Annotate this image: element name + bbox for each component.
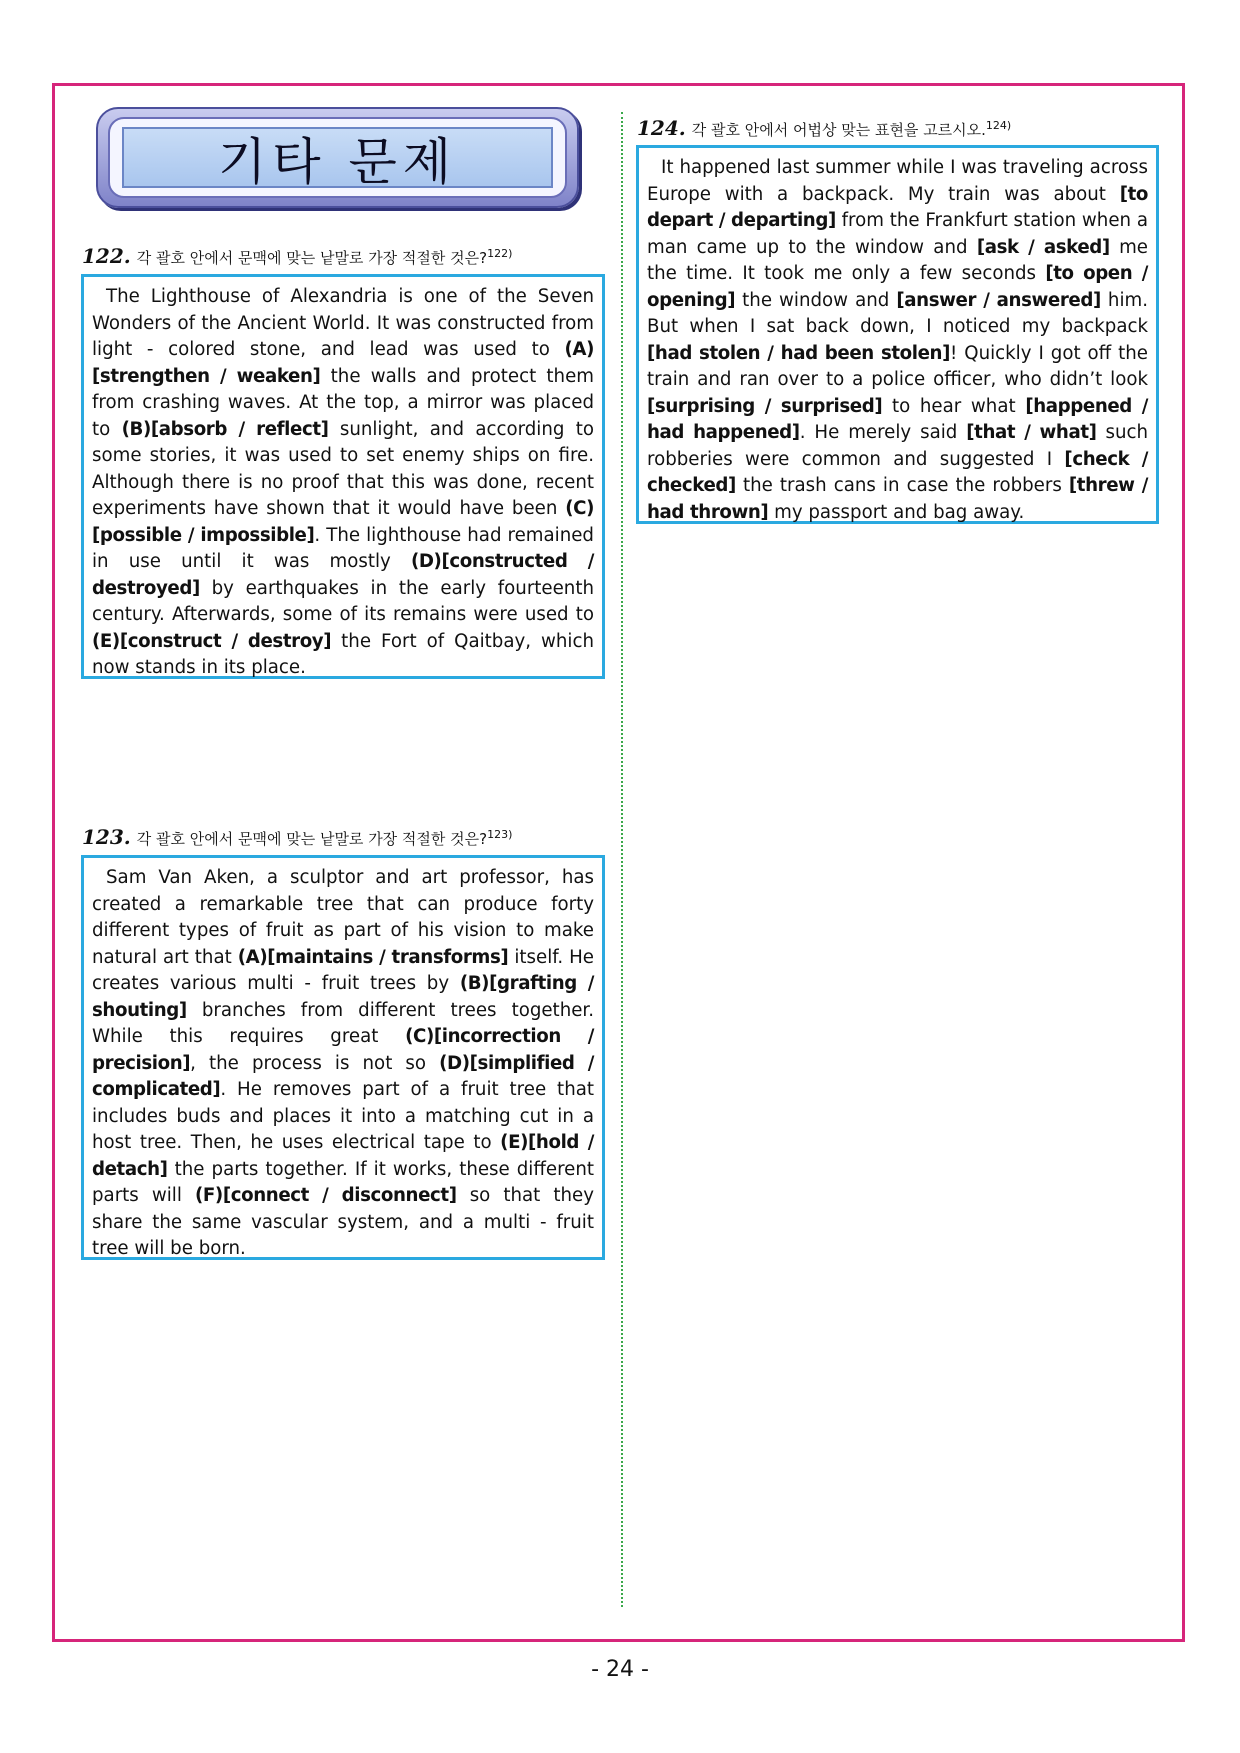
passage-segment: It happened last summer while I was traveling across Europe with a backpack. My train was about xyxy=(647,157,1148,205)
answer-choice: (D)[constructed / destroyed] xyxy=(92,551,595,599)
footnote-ref: 124) xyxy=(985,119,1012,132)
passage-text xyxy=(92,865,594,1263)
question-instruction: 각 괄호 안에서 어법상 맞는 표현을 고르시오. xyxy=(691,121,986,139)
answer-choice: (A)[strengthen / weaken] xyxy=(92,339,594,387)
answer-choice: (B)[absorb / reflect] xyxy=(121,418,329,440)
question-122-heading xyxy=(82,244,512,268)
question-124-heading xyxy=(637,116,1011,140)
section-title: 기타 문제 xyxy=(217,132,458,191)
passage-segment: sunlight, and according to some stories, it was used to set enemy ships on fire. Although there is no proof that this was done, recent experiments have shown that it would have been xyxy=(92,418,594,519)
section-title-banner xyxy=(96,107,579,208)
question-124-passage xyxy=(636,145,1159,524)
answer-choice: [surprising / surprised] xyxy=(647,395,883,417)
footnote-ref: 123) xyxy=(487,828,513,841)
passage-segment: so that they share the same vascular system, and a multi - fruit tree will be born. xyxy=(92,1185,594,1259)
passage-segment: branches from different trees together. While this requires great xyxy=(92,999,594,1047)
passage-segment: . He merely said xyxy=(799,422,967,443)
answer-choice: [threw / had thrown] xyxy=(647,475,1148,523)
passage-segment: the walls and protect them from crashing waves. At the top, a mirror was placed to xyxy=(92,365,594,440)
question-122-passage xyxy=(81,274,605,679)
passage-text xyxy=(92,284,594,682)
footnote-ref: 122) xyxy=(487,247,513,260)
column-divider xyxy=(621,112,623,1607)
answer-choice: (C)[possible / impossible] xyxy=(92,498,594,546)
question-number: 123. xyxy=(82,825,131,849)
passage-segment: the Fort of Qaitbay, which now stands in its place. xyxy=(92,630,594,678)
question-123-heading xyxy=(82,825,512,849)
passage-segment: . The lighthouse had remained in use until it was mostly xyxy=(92,524,594,572)
passage-segment: from the Frankfurt station when a man came up to the window and xyxy=(647,210,1148,258)
answer-choice: [answer / answered] xyxy=(896,289,1101,311)
passage-segment: the parts together. If it works, these different parts will xyxy=(92,1158,594,1206)
banner-inner xyxy=(122,127,553,191)
answer-choice: [had stolen / had been stolen] xyxy=(647,342,950,364)
question-instruction: 각 괄호 안에서 문맥에 맞는 낱말로 가장 적절한 것은? xyxy=(136,830,488,848)
question-number: 124. xyxy=(637,116,686,140)
passage-segment: ! Quickly I got off the train and ran over to a police officer, who didn’t look xyxy=(647,342,1148,390)
passage-segment: me the time. It took me only a few seconds xyxy=(647,236,1148,284)
answer-choice: (F)[connect / disconnect] xyxy=(194,1185,457,1206)
answer-choice: (B)[grafting / shouting] xyxy=(92,973,594,1021)
passage-segment: itself. He creates various multi - fruit trees by xyxy=(92,946,594,994)
passage-segment: him. But when I sat back down, I noticed my backpack xyxy=(647,289,1148,337)
answer-choice: (E)[hold / detach] xyxy=(92,1132,594,1180)
passage-segment: to hear what xyxy=(882,395,1026,417)
passage-text xyxy=(647,155,1148,526)
answer-choice: (A)[maintains / transforms] xyxy=(237,946,509,968)
answer-choice: [happened / had happened] xyxy=(647,395,1148,443)
passage-segment: The Lighthouse of Alexandria is one of the Seven Wonders of the Ancient World. It was constructed from light - colored stone, and lead was used to xyxy=(92,286,594,360)
answer-choice: [that / what] xyxy=(966,422,1097,443)
answer-choice: (C)[incorrection / precision] xyxy=(92,1026,594,1074)
passage-segment: such robberies were common and suggested I xyxy=(647,422,1149,470)
banner-border xyxy=(108,117,567,198)
passage-segment: Sam Van Aken, a sculptor and art professor, has created a remarkable tree that can produce forty different types of fruit as part of his vision to make natural art that xyxy=(92,867,594,968)
passage-segment: by earthquakes in the early fourteenth century. Afterwards, some of its remains were used to xyxy=(92,577,594,625)
question-number: 122. xyxy=(82,244,131,268)
passage-segment: the window and xyxy=(735,289,897,311)
question-123-passage xyxy=(81,855,605,1260)
passage-segment: . He removes part of a fruit tree that includes buds and places it into a matching cut in a host tree. Then, he uses electrical tape to xyxy=(92,1079,594,1153)
answer-choice: (D)[simplified / complicated] xyxy=(92,1052,595,1100)
passage-segment: the trash cans in case the robbers xyxy=(735,475,1069,496)
answer-choice: [to open / opening] xyxy=(647,263,1149,311)
passage-segment: my passport and bag away. xyxy=(768,501,1025,523)
answer-choice: [to depart / departing] xyxy=(647,183,1148,231)
answer-choice: [check / checked] xyxy=(647,448,1148,496)
passage-segment: , the process is not so xyxy=(190,1052,440,1074)
question-instruction: 각 괄호 안에서 문맥에 맞는 낱말로 가장 적절한 것은? xyxy=(136,249,488,267)
answer-choice: [ask / asked] xyxy=(976,236,1110,258)
answer-choice: (E)[construct / destroy] xyxy=(92,630,332,652)
page-number: - 24 - xyxy=(591,1657,649,1682)
